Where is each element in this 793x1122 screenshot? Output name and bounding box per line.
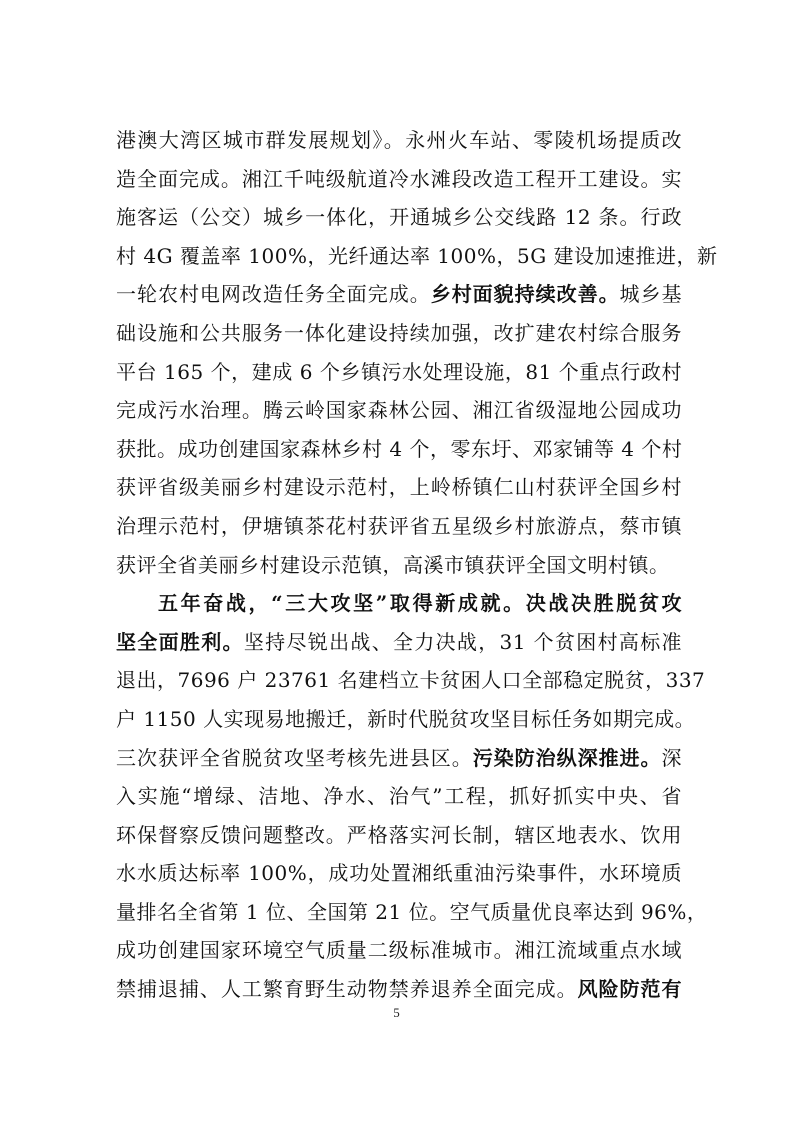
document-body bbox=[116, 121, 718, 1009]
body-text: 环保督察反馈问题整改。严格落实河长制，辖区地表水、饮用 bbox=[116, 822, 682, 847]
text-line bbox=[116, 893, 708, 932]
text-line bbox=[116, 970, 682, 1009]
body-text: 获评全省美丽乡村建设示范镇，高溪市镇获评全国文明村镇。 bbox=[116, 552, 670, 577]
bold-heading-text: 污染防治纵深推进。 bbox=[472, 745, 662, 770]
body-text: 获评省级美丽乡村建设示范村，上岭桥镇仁山村获评全国乡村 bbox=[116, 475, 682, 500]
body-text: 深 bbox=[661, 745, 683, 770]
text-line bbox=[116, 237, 718, 276]
text-line bbox=[116, 275, 682, 314]
text-line bbox=[116, 700, 696, 739]
text-line bbox=[116, 777, 682, 816]
text-line bbox=[116, 353, 682, 392]
text-line bbox=[116, 314, 682, 353]
body-text: 础设施和公共服务一体化建设持续加强，改扩建农村综合服务 bbox=[116, 320, 682, 345]
bold-heading-text: 乡村面貌持续改善。 bbox=[430, 282, 620, 307]
text-line bbox=[116, 854, 682, 893]
text-line bbox=[116, 121, 682, 160]
body-text: 平台 165 个，建成 6 个乡镇污水处理设施，81 个重点行政村 bbox=[116, 359, 682, 384]
text-line bbox=[116, 816, 682, 855]
bold-heading-text: 风险防范有 bbox=[577, 977, 683, 1002]
body-text: 量排名全省第 1 位、全国第 21 位。空气质量优良率达到 96%， bbox=[116, 899, 708, 924]
body-text: 施客运（公交）城乡一体化，开通城乡公交线路 12 条。行政 bbox=[116, 205, 682, 230]
page-number: 5 bbox=[393, 1005, 400, 1020]
text-line bbox=[116, 739, 682, 778]
text-line bbox=[116, 546, 682, 585]
body-text: 一轮农村电网改造任务全面完成。 bbox=[116, 282, 431, 307]
body-text: 退出，7696 户 23761 名建档立卡贫困人口全部稳定脱贫，337 bbox=[116, 668, 706, 693]
text-line bbox=[116, 661, 706, 700]
body-text: 治理示范村，伊塘镇茶花村获评省五星级乡村旅游点，蔡市镇 bbox=[116, 513, 682, 538]
body-text: 水水质达标率 100%，成功处置湘纸重油污染事件，水环境质 bbox=[116, 861, 682, 886]
text-line bbox=[116, 584, 682, 623]
body-text: 造全面完成。湘江千吨级航道冷水滩段改造工程开工建设。实 bbox=[116, 166, 682, 191]
text-line bbox=[116, 931, 682, 970]
body-text: 完成污水治理。腾云岭国家森林公园、湘江省级湿地公园成功 bbox=[116, 398, 682, 423]
text-line bbox=[116, 468, 682, 507]
body-text: 成功创建国家环境空气质量二级标准城市。湘江流域重点水域 bbox=[116, 938, 682, 963]
body-text: 村 4G 覆盖率 100%，光纤通达率 100%，5G 建设加速推进，新 bbox=[116, 243, 718, 268]
body-text: 港澳大湾区城市群发展规划》。永州火车站、零陵机场提质改 bbox=[116, 128, 682, 152]
body-text: 城乡基 bbox=[619, 282, 683, 307]
text-line bbox=[116, 623, 682, 662]
body-text: 禁捕退捕、人工繁育野生动物禁养退养全面完成。 bbox=[116, 977, 578, 1002]
bold-heading-text: 坚全面胜利。 bbox=[116, 629, 244, 654]
text-line bbox=[116, 430, 682, 469]
bold-heading-text: 五年奋战，“三大攻坚”取得新成就。决战决胜脱贫攻 bbox=[158, 591, 682, 616]
body-text: 户 1150 人实现易地搬迁，新时代脱贫攻坚目标任务如期完成。 bbox=[116, 706, 696, 731]
text-line bbox=[116, 160, 682, 199]
body-text: 三次获评全省脱贫攻坚考核先进县区。 bbox=[116, 745, 473, 770]
body-text: 入实施“增绿、洁地、净水、治气”工程，抓好抓实中央、省 bbox=[116, 784, 682, 809]
text-line bbox=[116, 391, 682, 430]
text-line bbox=[116, 507, 682, 546]
body-text: 坚持尽锐出战、全力决战，31 个贫困村高标准 bbox=[243, 629, 683, 654]
text-line bbox=[116, 198, 682, 237]
body-text: 获批。成功创建国家森林乡村 4 个，零东圩、邓家铺等 4 个村 bbox=[116, 436, 683, 461]
